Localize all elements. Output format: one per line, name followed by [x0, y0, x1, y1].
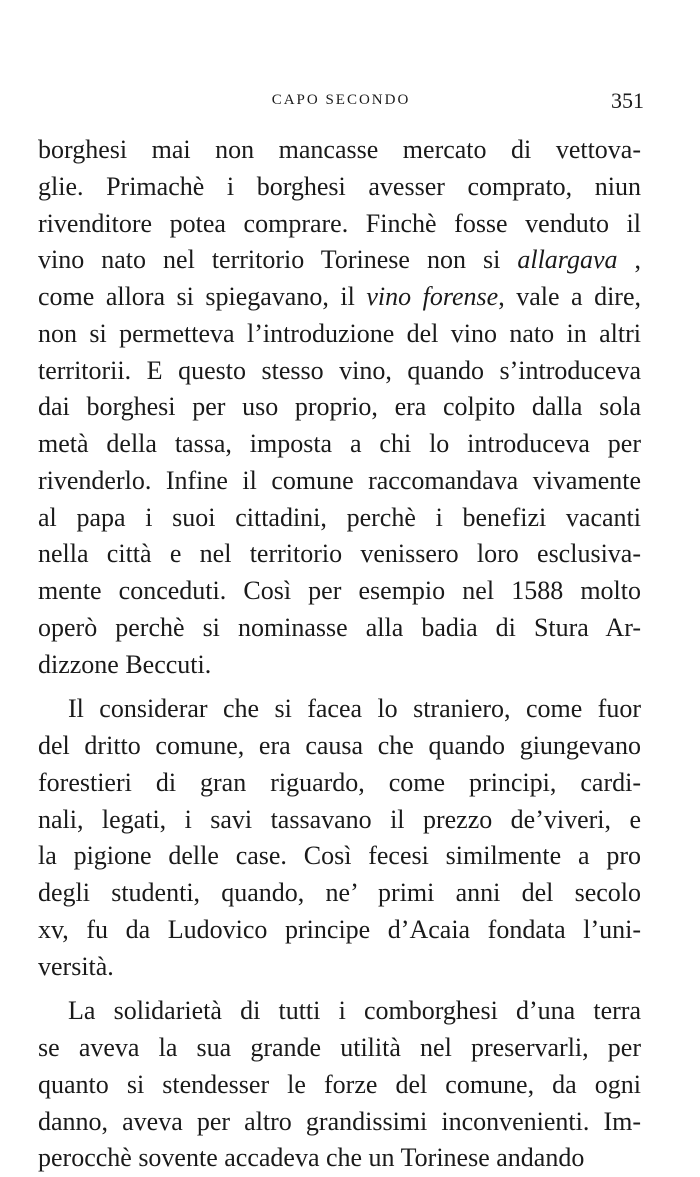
text-line: [38, 691, 641, 728]
text-run: glie. Primachè i borghesi avesser comprato, niun: [38, 171, 641, 201]
italic-text-run: allargava: [517, 245, 618, 275]
text-line: [38, 1067, 641, 1104]
text-line: [38, 610, 641, 647]
text-run: nali, legati, i savi tassavano il prezzo de’viveri, e: [38, 804, 641, 834]
text-line: [38, 1104, 641, 1141]
text-run: perocchè sovente accadeva che un Torinese andando: [38, 1143, 585, 1173]
page-number: 351: [611, 88, 644, 113]
text-run: nella città e nel territorio venissero loro esclusiva-: [38, 539, 641, 569]
text-run: danno, aveva per altro grandissimi inconvenienti. Im-: [38, 1106, 641, 1136]
text-run: Il considerar che si facea lo straniero, come fuor: [68, 694, 641, 724]
text-run: rivenderlo. Infine il comune raccomandava vivamente: [38, 465, 641, 495]
text-run: la pigione delle case. Così fecesi similmente a pro: [38, 841, 641, 871]
text-run: come allora si spiegavano, il: [38, 282, 367, 311]
paragraph: [38, 691, 641, 985]
text-line: [38, 206, 641, 243]
text-run: degli studenti, quando, ne’ primi anni del secolo: [38, 878, 641, 907]
paragraph: [38, 993, 641, 1177]
text-run: borghesi mai non mancasse mercato di vettova-: [38, 135, 641, 164]
text-line: [38, 353, 641, 390]
text-line: [38, 169, 641, 206]
text-line: [38, 316, 641, 353]
text-line: [38, 463, 641, 500]
text-run: metà della tassa, imposta a chi lo introduceva per: [38, 429, 641, 458]
text-line: [38, 949, 641, 986]
text-run: dai borghesi per uso proprio, era colpito dalla sola: [38, 392, 641, 422]
chapter-title: CAPO SECONDO: [271, 92, 411, 108]
text-run: al papa i suoi cittadini, perchè i benefizi vacanti: [38, 502, 641, 532]
text-line: [38, 802, 641, 839]
running-head: [38, 88, 644, 118]
text-line: [38, 1030, 641, 1067]
text-line: [38, 765, 641, 802]
text-run: vino nato nel territorio Torinese non si: [38, 245, 518, 275]
body-text: [38, 132, 641, 1177]
text-run: territorii. E questo stesso vino, quando s’introduceva: [38, 355, 641, 385]
text-line: [38, 875, 641, 912]
text-run: forestieri di gran riguardo, come principi, cardi-: [38, 767, 641, 797]
text-line: [38, 500, 641, 537]
text-line: [38, 1140, 641, 1177]
paragraph-gap: [38, 985, 641, 993]
text-run: , vale a dire,: [498, 282, 641, 311]
text-run: ,: [617, 245, 642, 275]
text-run: se aveva la sua grande utilità nel preservarli, per: [38, 1033, 641, 1062]
paragraph-gap: [38, 683, 641, 691]
text-run: xv, fu da Ludovico principe d’Acaia fondata l’uni-: [38, 914, 641, 944]
text-line: [38, 132, 641, 169]
text-line: [38, 426, 641, 463]
text-run: dizzone Beccuti.: [38, 649, 212, 679]
text-line: [38, 912, 641, 949]
text-run: mente conceduti. Così per esempio nel 1588 molto: [38, 576, 641, 605]
italic-text-run: vino forense: [366, 282, 499, 311]
text-line: [38, 389, 641, 426]
text-run: La solidarietà di tutti i comborghesi d’una terra: [68, 996, 641, 1026]
text-line: [38, 838, 641, 875]
text-line: [38, 536, 641, 573]
text-run: del dritto comune, era causa che quando giungevano: [38, 731, 641, 760]
text-run: operò perchè si nominasse alla badia di Stura Ar-: [38, 612, 641, 642]
text-line: [38, 573, 641, 610]
text-line: [38, 993, 641, 1030]
paragraph: [38, 132, 641, 683]
text-run: non si permetteva l’introduzione del vino nato in altri: [38, 318, 641, 348]
text-run: quanto si stendesser le forze del comune, da ogni: [38, 1069, 641, 1099]
text-line: [38, 242, 641, 279]
text-line: [38, 647, 641, 684]
text-run: versità.: [38, 951, 114, 981]
text-line: [38, 728, 641, 765]
text-line: [38, 279, 641, 316]
text-run: rivenditore potea comprare. Finchè fosse venduto il: [38, 208, 641, 238]
